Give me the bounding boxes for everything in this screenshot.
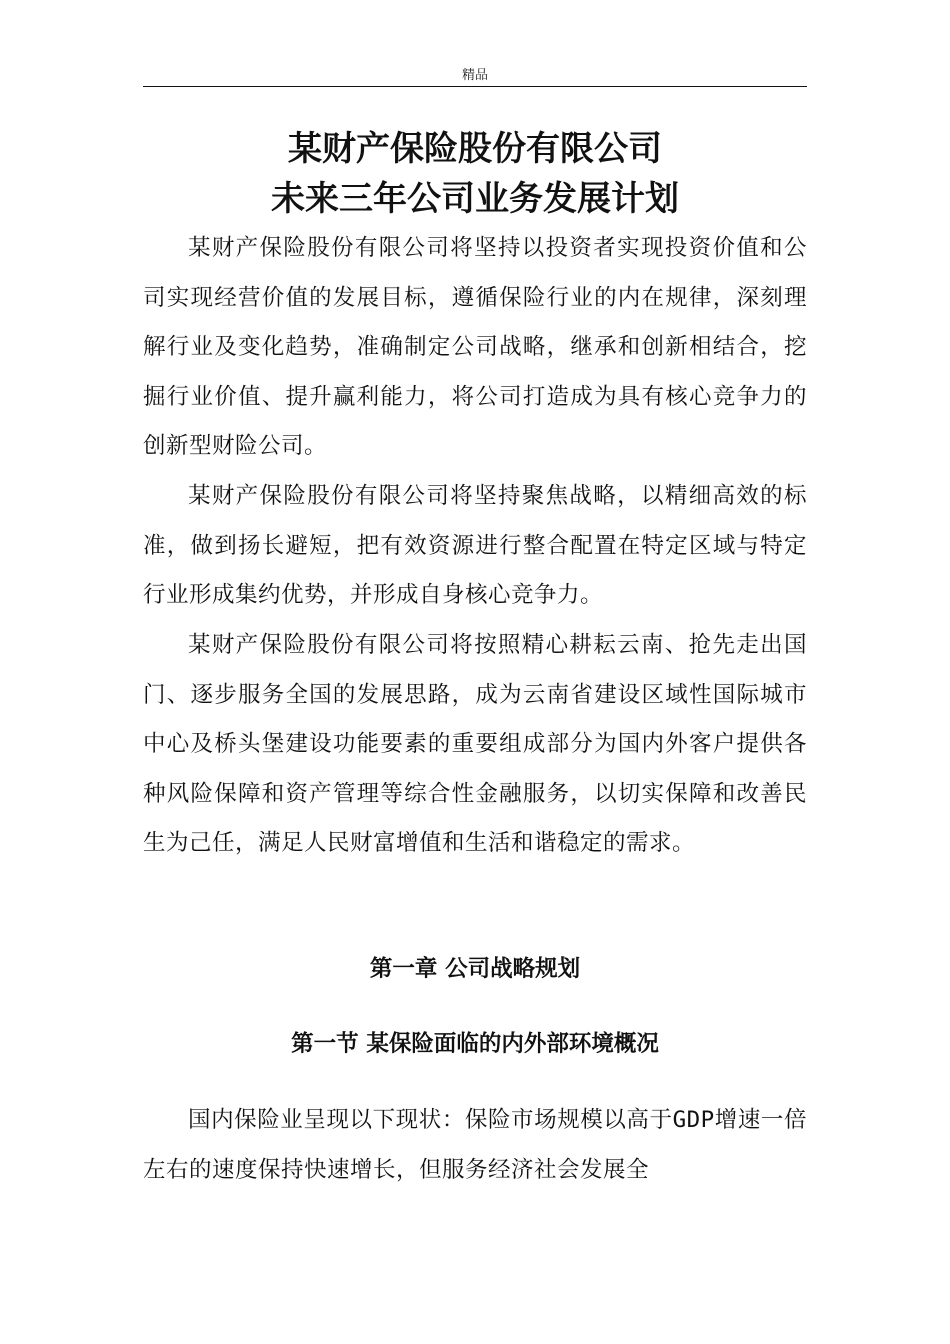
title-line-2: 未来三年公司业务发展计划 (271, 179, 679, 219)
section-heading: 第一节 某保险面临的内外部环境概况 (291, 1031, 659, 1057)
intro-paragraph-3: 某财产保险股份有限公司将按照精心耕耘云南、抢先走出国门、逐步服务全国的发展思路，成为云南省建设区域性国际城市中心及桥头堡建设功能要素的重要组成部分为国内外客户提供各种风险保障和资产管理等综合性金融服务，以切实保障和改善民生为己任，满足人民财富增值和生活和谐稳定的需求。 (143, 632, 807, 856)
intro-paragraph-1: 某财产保险股份有限公司将坚持以投资者实现投资价值和公司实现经营价值的发展目标，遵循保险行业的内在规律，深刻理解行业及变化趋势，准确制定公司战略，继承和创新相结合，挖掘行业价值、提升赢利能力，将公司打造成为具有核心竞争力的创新型财险公司。 (143, 235, 807, 459)
header-divider (143, 86, 807, 87)
header-label: 精品 (461, 68, 488, 83)
intro-paragraph-2: 某财产保险股份有限公司将坚持聚焦战略，以精细高效的标准，做到扬长避短，把有效资源进行整合配置在特定区域与特定行业形成集约优势，并形成自身核心竞争力。 (143, 483, 807, 608)
section-paragraph: 国内保险业呈现以下现状：保险市场规模以高于GDP增速一倍左右的速度保持快速增长，但服务经济社会发展全 (143, 1107, 807, 1183)
chapter-heading: 第一章 公司战略规划 (369, 956, 581, 982)
document-title (143, 124, 807, 224)
title-line-1: 某财产保险股份有限公司 (288, 129, 662, 169)
